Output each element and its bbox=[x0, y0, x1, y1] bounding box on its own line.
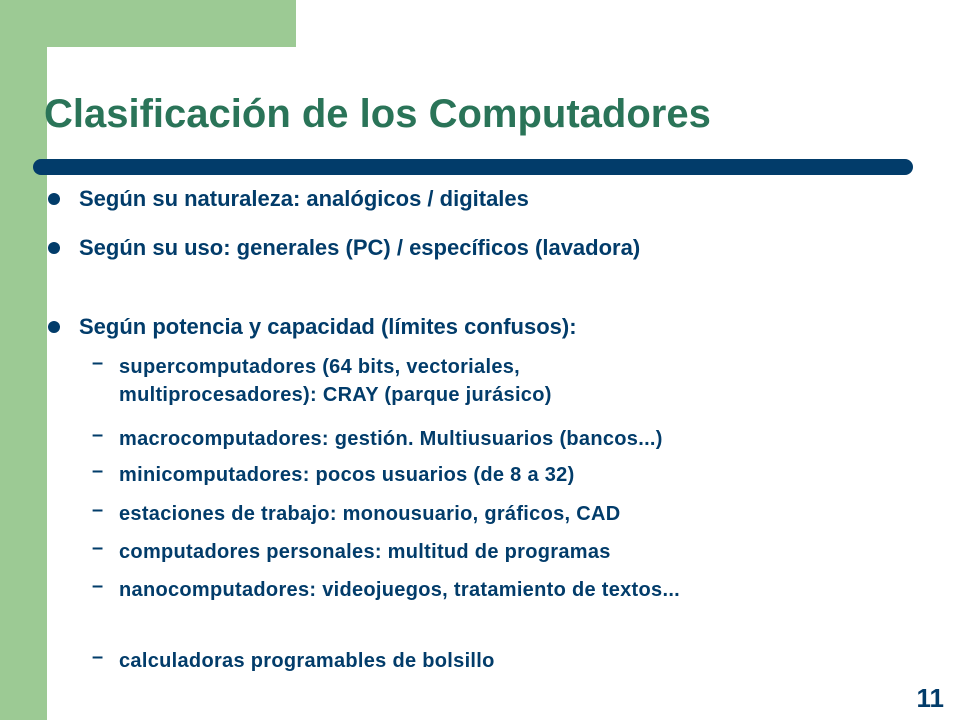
slide-title: Clasificación de los Computadores bbox=[44, 92, 711, 136]
bullet-text: Según su naturaleza: analógicos / digitales bbox=[79, 186, 529, 211]
page-number: 11 bbox=[916, 683, 944, 713]
sub-item-text: minicomputadores: pocos usuarios (de 8 a 32) bbox=[119, 464, 575, 486]
dash-icon: – bbox=[92, 575, 104, 597]
bullet-dot-icon bbox=[48, 242, 60, 254]
decorative-left-band bbox=[0, 0, 47, 720]
dash-icon: – bbox=[92, 352, 104, 374]
bullet-dot-icon bbox=[48, 321, 60, 333]
dash-icon: – bbox=[92, 424, 104, 446]
bullet-text: Según potencia y capacidad (límites confusos): bbox=[79, 314, 577, 339]
dash-icon: – bbox=[92, 537, 104, 559]
decorative-top-band bbox=[0, 0, 296, 47]
sub-item-text: estaciones de trabajo: monousuario, gráficos, CAD bbox=[119, 503, 621, 525]
sub-item-text: macrocomputadores: gestión. Multiusuarios (bancos...) bbox=[119, 428, 663, 450]
sub-item-text: nanocomputadores: videojuegos, tratamiento de textos... bbox=[119, 579, 681, 601]
dash-icon: – bbox=[92, 499, 104, 521]
bullet-dot-icon bbox=[48, 193, 60, 205]
sub-item-text: computadores personales: multitud de programas bbox=[119, 541, 611, 563]
dash-icon: – bbox=[92, 646, 104, 668]
dash-icon: – bbox=[92, 460, 104, 482]
bullet-text: Según su uso: generales (PC) / específicos (lavadora) bbox=[79, 235, 641, 260]
sub-item-text: calculadoras programables de bolsillo bbox=[119, 650, 495, 672]
title-underline-bar bbox=[33, 159, 913, 175]
sub-item-text: supercomputadores (64 bits, vectoriales, multiprocesadores): CRAY (parque jurásico) bbox=[119, 356, 552, 406]
